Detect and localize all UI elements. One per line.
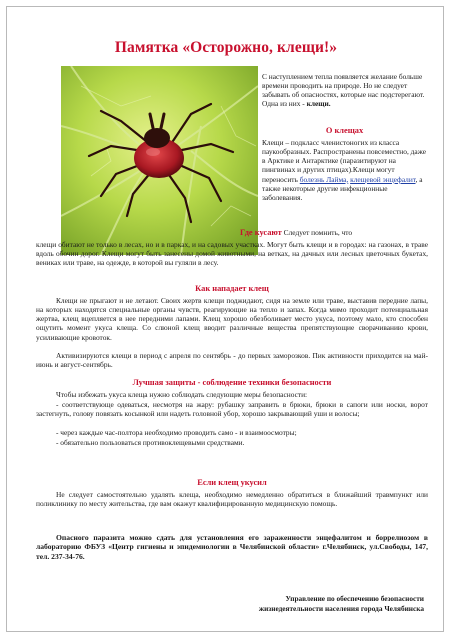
intro-paragraph	[262, 72, 427, 109]
protection-line-4: - обязательно пользоваться противоклещевыми средствами.	[56, 438, 245, 447]
lyme-disease-link[interactable]: болезнь Лайма,	[299, 174, 349, 184]
bitten-paragraph: Не следует самостоятельно удалять клеща, необходимо немедленно обратиться в ближайший травмпункт или поликлинику по месту жительства, где вам окажут квалифицированную медицинскую помощь.	[36, 490, 428, 509]
about-text: Клещи – подкласс членистоногих из класса паукообразных. Распространены повсеместно, даже в Арктике и Антарктике (паразитируют на пингвинах и других птицах).Клещи могут переносить	[262, 138, 426, 184]
heading-if-bitten: Если клещ укусил	[197, 478, 267, 487]
where-bite-body: клещи обитают не только в лесах, но и в парках, и на садовых участках. Могут быть клещи и в городах: на газонах, в траве вдоль обочин дорог. Клещи могут быть занесены домой животными, на ветках, на дачных или лесных цветочных букетах, вениках или траве, на одежде, в которой вы гуляли в лесу.	[36, 240, 428, 268]
protection-line-3: - через каждые час-полтора необходимо проводить само - и взаимоосмотры;	[56, 428, 297, 437]
lab-paragraph: Опасного паразита можно сдать для установления его зараженности энцефалитом и боррелиозом в лабораторию ФБУЗ «Центр гигиены и эпидемиологии в Челябинской области» г.Челябинск, ул.Свободы, 147, тел. 237-34-76.	[36, 533, 428, 561]
attack-paragraph-2: Активизируются клещи в период с апреля по сентябрь - до первых заморозков. Пик активности приходится на май-июнь и август-сентябрь.	[36, 351, 428, 370]
attack-paragraph-1: Клещи не прыгают и не летают. Своих жертв клещи поджидают, сидя на земле или траве, выставив передние лапы, на которых находятся специальные органы чувств, реагирующие на тепло и запах. Когда мимо проходит потенциальная жертва, клещ вцепляется в нее передними лапами. Клещ хорошо обезболивает место укуса, поэтому мало, кто способен ощутить момент укуса клеща. Со слюной клещ вводит различные вещества препятствующие сворачиванию крови, усиливающие кровоток.	[36, 296, 428, 342]
about-paragraph	[262, 138, 427, 202]
heading-about-ticks: О клещах	[325, 126, 364, 135]
protection-line-2: - соответствующе одеваться, несмотря на жару: рубашку заправить в брюки, брюки в сапоги или носки, ворот застегнуть, голову повязать косынкой или надеть головной убор, хорошо закрывающий уши и волосы;	[36, 400, 428, 419]
signature-line-1: Управление по обеспечению безопасности	[285, 594, 424, 603]
heading-protection: Лучшая защиты - соблюдение техники безопасности	[132, 378, 332, 387]
encephalitis-link[interactable]: клещевой энцефалит	[350, 174, 416, 184]
heading-where-bite: Где кусают	[240, 228, 282, 237]
where-bite-first-line	[240, 228, 428, 237]
signature-line-2: жизнедеятельности населения города Челябинска	[258, 603, 424, 613]
intro-bold-text: клещи.	[306, 99, 331, 109]
tick-photo	[61, 66, 258, 255]
protection-line-1: Чтобы избежать укуса клеща нужно соблюдать следующие меры безопасности:	[56, 390, 308, 399]
signature-block	[214, 594, 424, 613]
about-text-tail: , а также некоторые другие инфекционные заболевания.	[262, 174, 423, 202]
heading-how-attacks: Как нападает клещ	[195, 284, 269, 293]
intro-text: С наступлением тепла появляется желание больше времени проводить на природе. Но не следует забывать об опасностях, которые нас подстерегают. Одна из них -	[262, 72, 425, 109]
page-title: Памятка «Осторожно, клещи!»	[114, 39, 338, 56]
tick-illustration	[61, 66, 258, 255]
where-bite-lead: Следует помнить, что	[283, 228, 353, 237]
